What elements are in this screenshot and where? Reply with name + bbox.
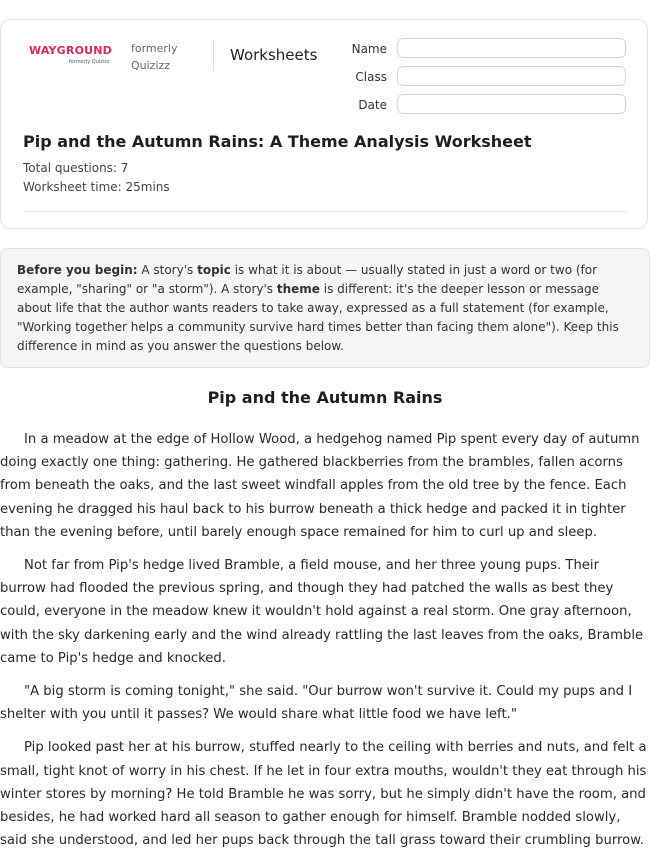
note-text-3: is different: it's the deeper lesson or message about life that the author wants readers to take away, expressed as a full statement (for example, "Working together helps a community survive hard times better than facing them alone"). Keep this difference in mind as you answer the questions below. [17,282,619,353]
class-label: Class [355,70,387,84]
note-lead: Before you begin: [17,263,138,277]
date-label: Date [358,98,387,112]
header-separator [23,211,627,212]
total-questions: Total questions: 7 [23,161,129,175]
name-label: Name [351,42,387,56]
logo-wordmark: WAYGROUND [29,44,112,57]
story-paragraph: "A big storm is coming tonight," she said. "Our burrow won't survive it. Could my pups and I shelter with you until it passes? We would share what little food we have left." [0,684,633,723]
note-text-1: A story's [137,263,198,277]
before-you-begin-note [0,248,650,368]
note-text-2: is what it is about — usually stated in just a word or two (for example, "sharing" or "a storm"). A story's [17,263,598,296]
wayground-logo [29,44,117,68]
logo-subtext: formerly Quizizz [69,59,110,65]
class-field[interactable] [397,66,626,86]
formerly-quizizz-text [131,40,201,74]
header-divider [213,40,214,71]
story-title: Pip and the Autumn Rains [207,388,443,407]
story-paragraph: In a meadow at the edge of Hollow Wood, a hedgehog named Pip spent every day of autumn doing exactly one thing: gathering. He gathered blackberries from the brambles, fallen acorns from beneath the oaks, and the last sweet windfall apples from the old tree by the fence. Each evening he dragged his haul back to his burrow beneath a thick hedge and packed it in tighter than the evening before, until barely enough space remained for him to curl up and sleep. [0,432,640,540]
formerly-line2: Quizizz [131,59,171,72]
worksheets-label: Worksheets [230,46,318,64]
story-passage [0,428,648,862]
note-topic-term: topic [197,263,231,277]
worksheet-time: Worksheet time: 25mins [23,180,170,194]
note-theme-term: theme [276,282,320,296]
story-paragraph: Pip looked past her at his burrow, stuffed nearly to the ceiling with berries and nuts, and felt a small, tight knot of worry in his chest. If he let in four extra mouths, wouldn't they eat through his winter stores by morning? He told Bramble he was sorry, but he simply didn't have the room, and besides, he had worked hard all season to gather enough for himself. Bramble nodded slowly, said she understood, and led her pups back through the tall grass toward their crumbling burrow. [0,740,647,849]
worksheet-title: Pip and the Autumn Rains: A Theme Analysis Worksheet [23,132,532,151]
formerly-line1: formerly [131,42,178,55]
name-field[interactable] [397,38,626,58]
date-field[interactable] [397,94,626,114]
story-paragraph: Not far from Pip's hedge lived Bramble, a field mouse, and her three young pups. Their burrow had flooded the previous spring, and though they had patched the walls as best they could, everyone in the meadow knew it wouldn't hold against a real storm. One gray afternoon, with the sky darkening early and the wind already rattling the last leaves from the oaks, Bramble came to Pip's hedge and knocked. [0,558,644,666]
